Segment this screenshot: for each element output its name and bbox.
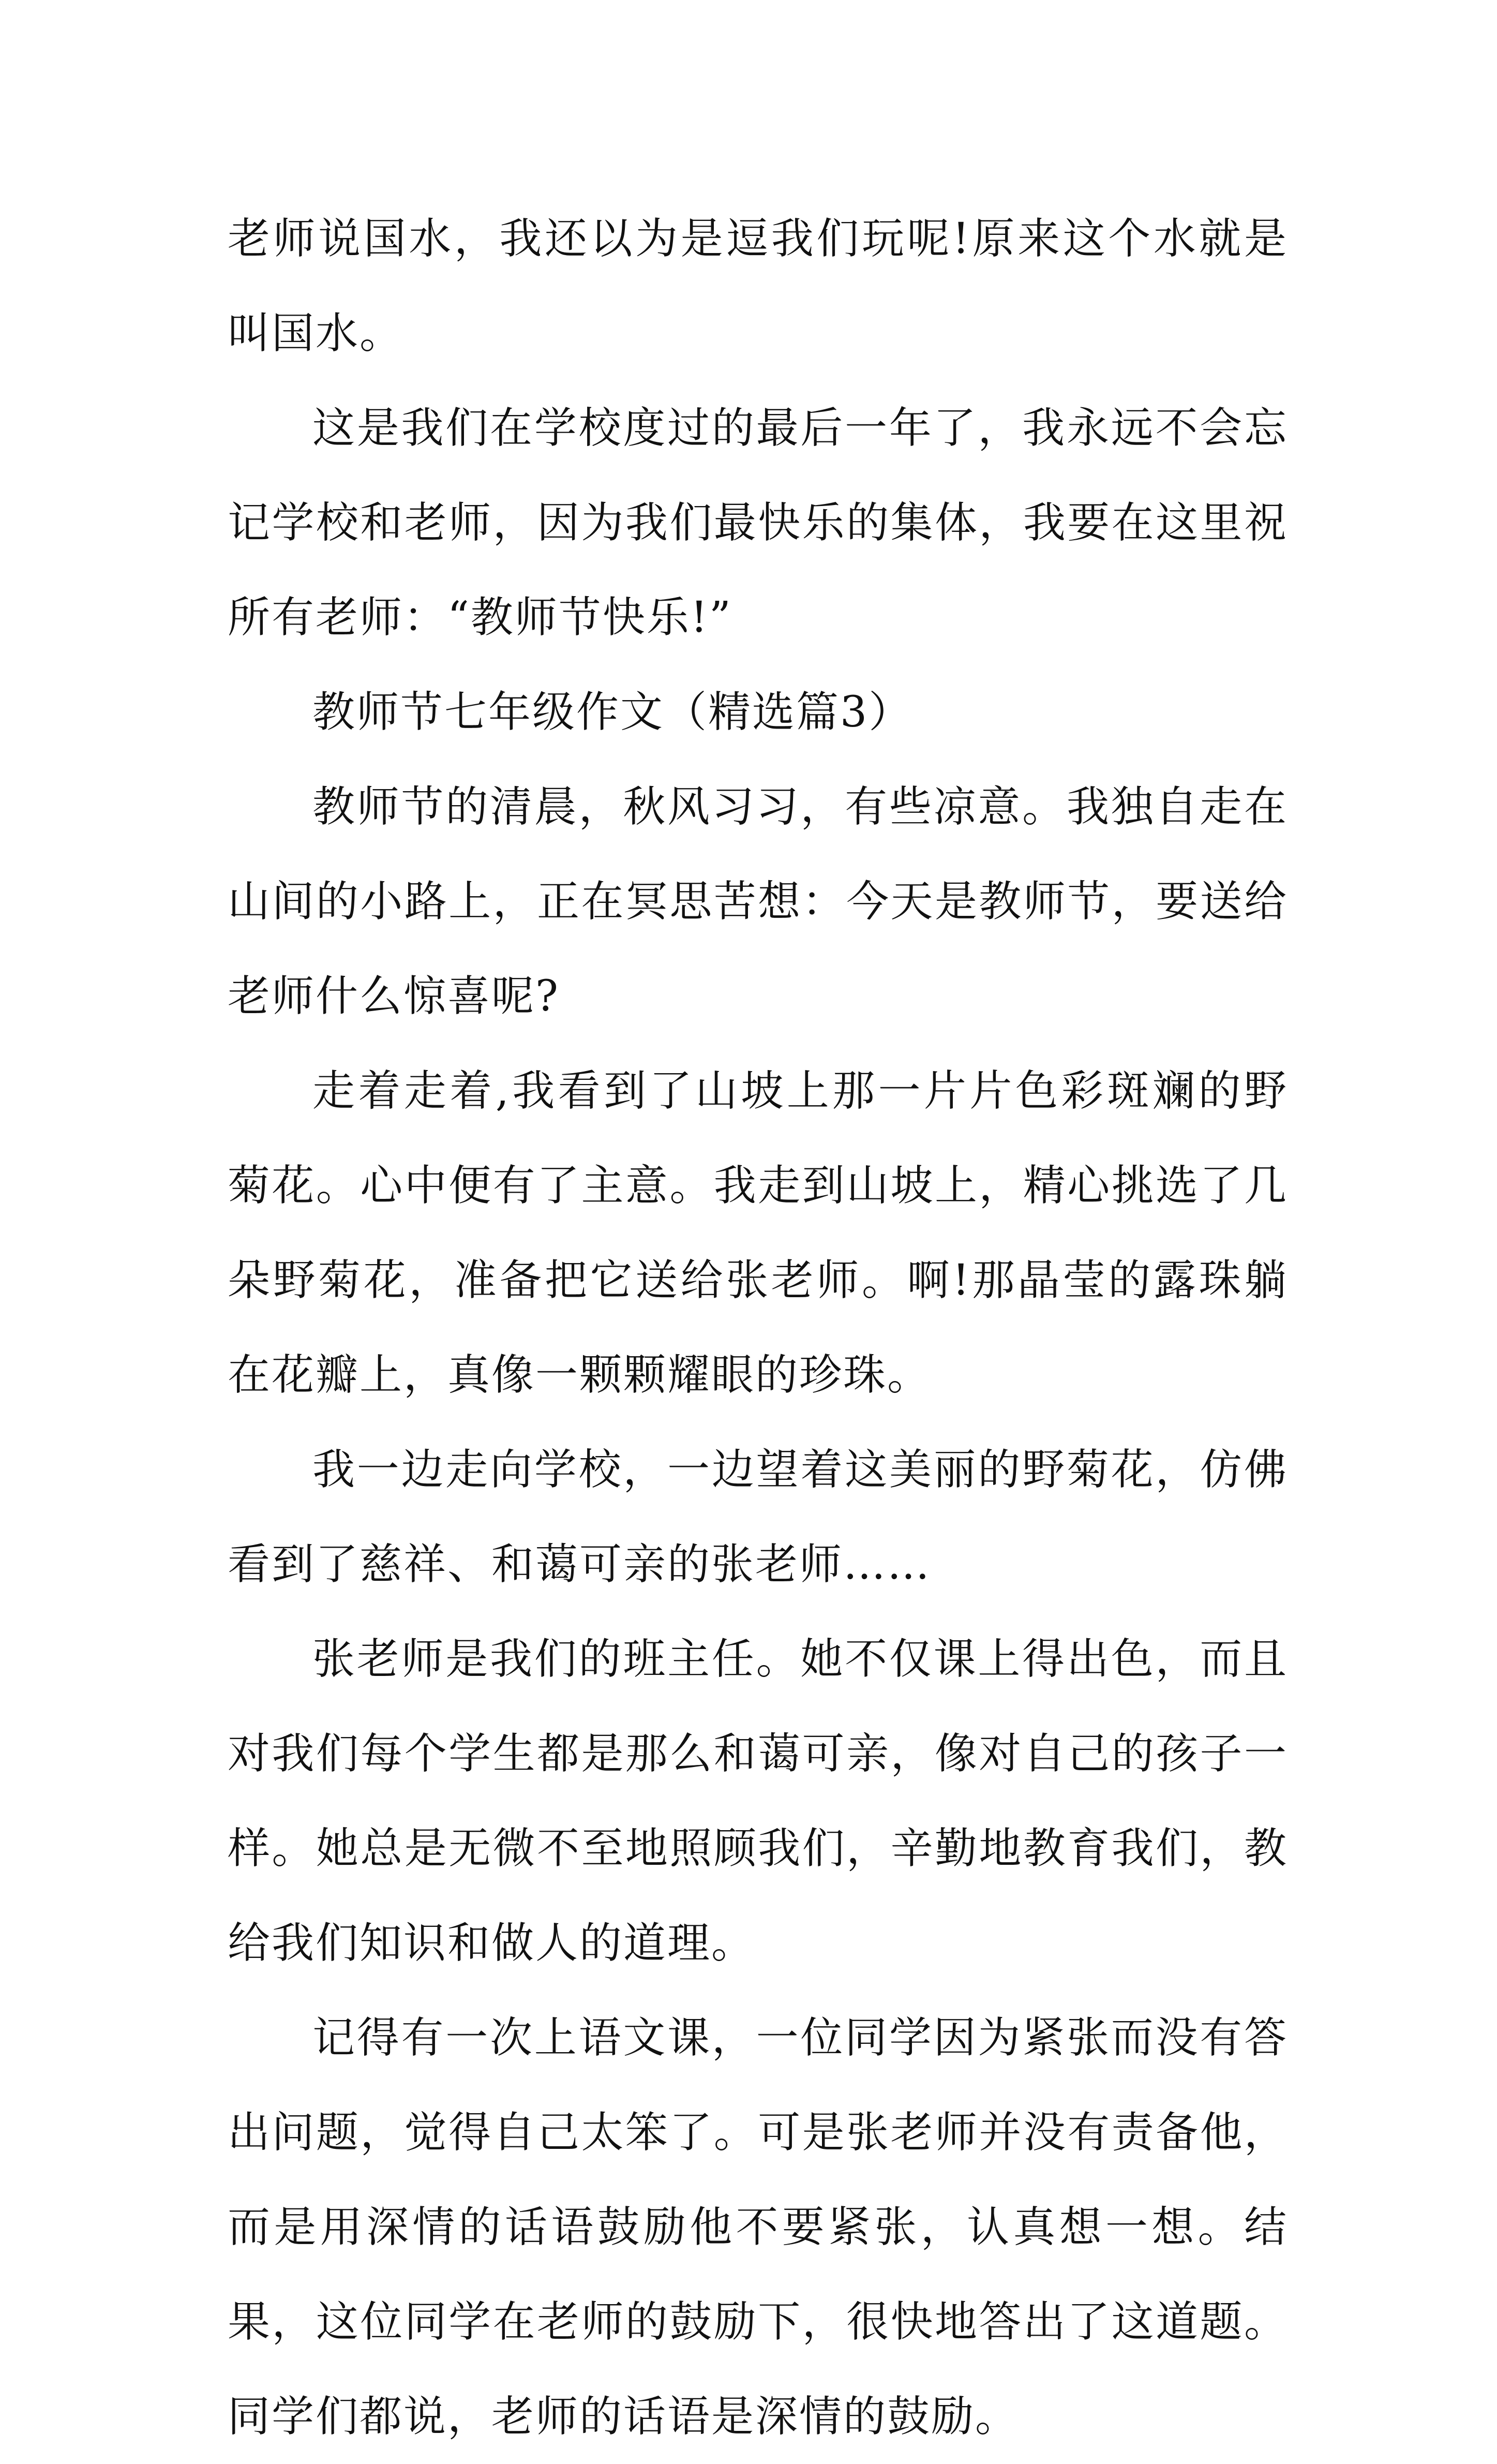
document-body	[228, 191, 1288, 2464]
paragraph-chinese-class: 记得有一次上语文课，一位同学因为紧张而没有答出问题，觉得自己太笨了。可是张老师并没有责备他，而是用深情的话语鼓励他不要紧张，认真想一想。结果，这位同学在老师的鼓励下，很快地答出了这道题。同学们都说，老师的话语是深情的鼓励。	[228, 2013, 1288, 2441]
paragraph-morning: 教师节的清晨，秋风习习，有些凉意。我独自走在山间的小路上，正在冥思苦想：今天是教师节，要送给老师什么惊喜呢?	[228, 782, 1288, 1021]
paragraph-continuation: 老师说国水，我还以为是逗我们玩呢!原来这个水就是叫国水。	[228, 214, 1288, 358]
paragraph-closing-wish: 这是我们在学校度过的最后一年了，我永远不会忘记学校和老师，因为我们最快乐的集体，我要在这里祝所有老师：“教师节快乐!”	[228, 404, 1288, 642]
paragraph-wild-chrysanthemum: 走着走着,我看到了山坡上那一片片色彩斑斓的野菊花。心中便有了主意。我走到山坡上，精心挑选了几朵野菊花，准备把它送给张老师。啊!那晶莹的露珠躺在花瓣上，真像一颗颗耀眼的珍珠。	[228, 1066, 1288, 1400]
paragraph-walking-to-school: 我一边走向学校，一边望着这美丽的野菊花，仿佛看到了慈祥、和蔼可亲的张老师……	[228, 1445, 1288, 1589]
paragraph-teacher-zhang: 张老师是我们的班主任。她不仅课上得出色，而且对我们每个学生都是那么和蔼可亲，像对自己的孩子一样。她总是无微不至地照顾我们，辛勤地教育我们，教给我们知识和做人的道理。	[228, 1635, 1288, 1968]
section-heading: 教师节七年级作文（精选篇3）	[312, 688, 913, 737]
